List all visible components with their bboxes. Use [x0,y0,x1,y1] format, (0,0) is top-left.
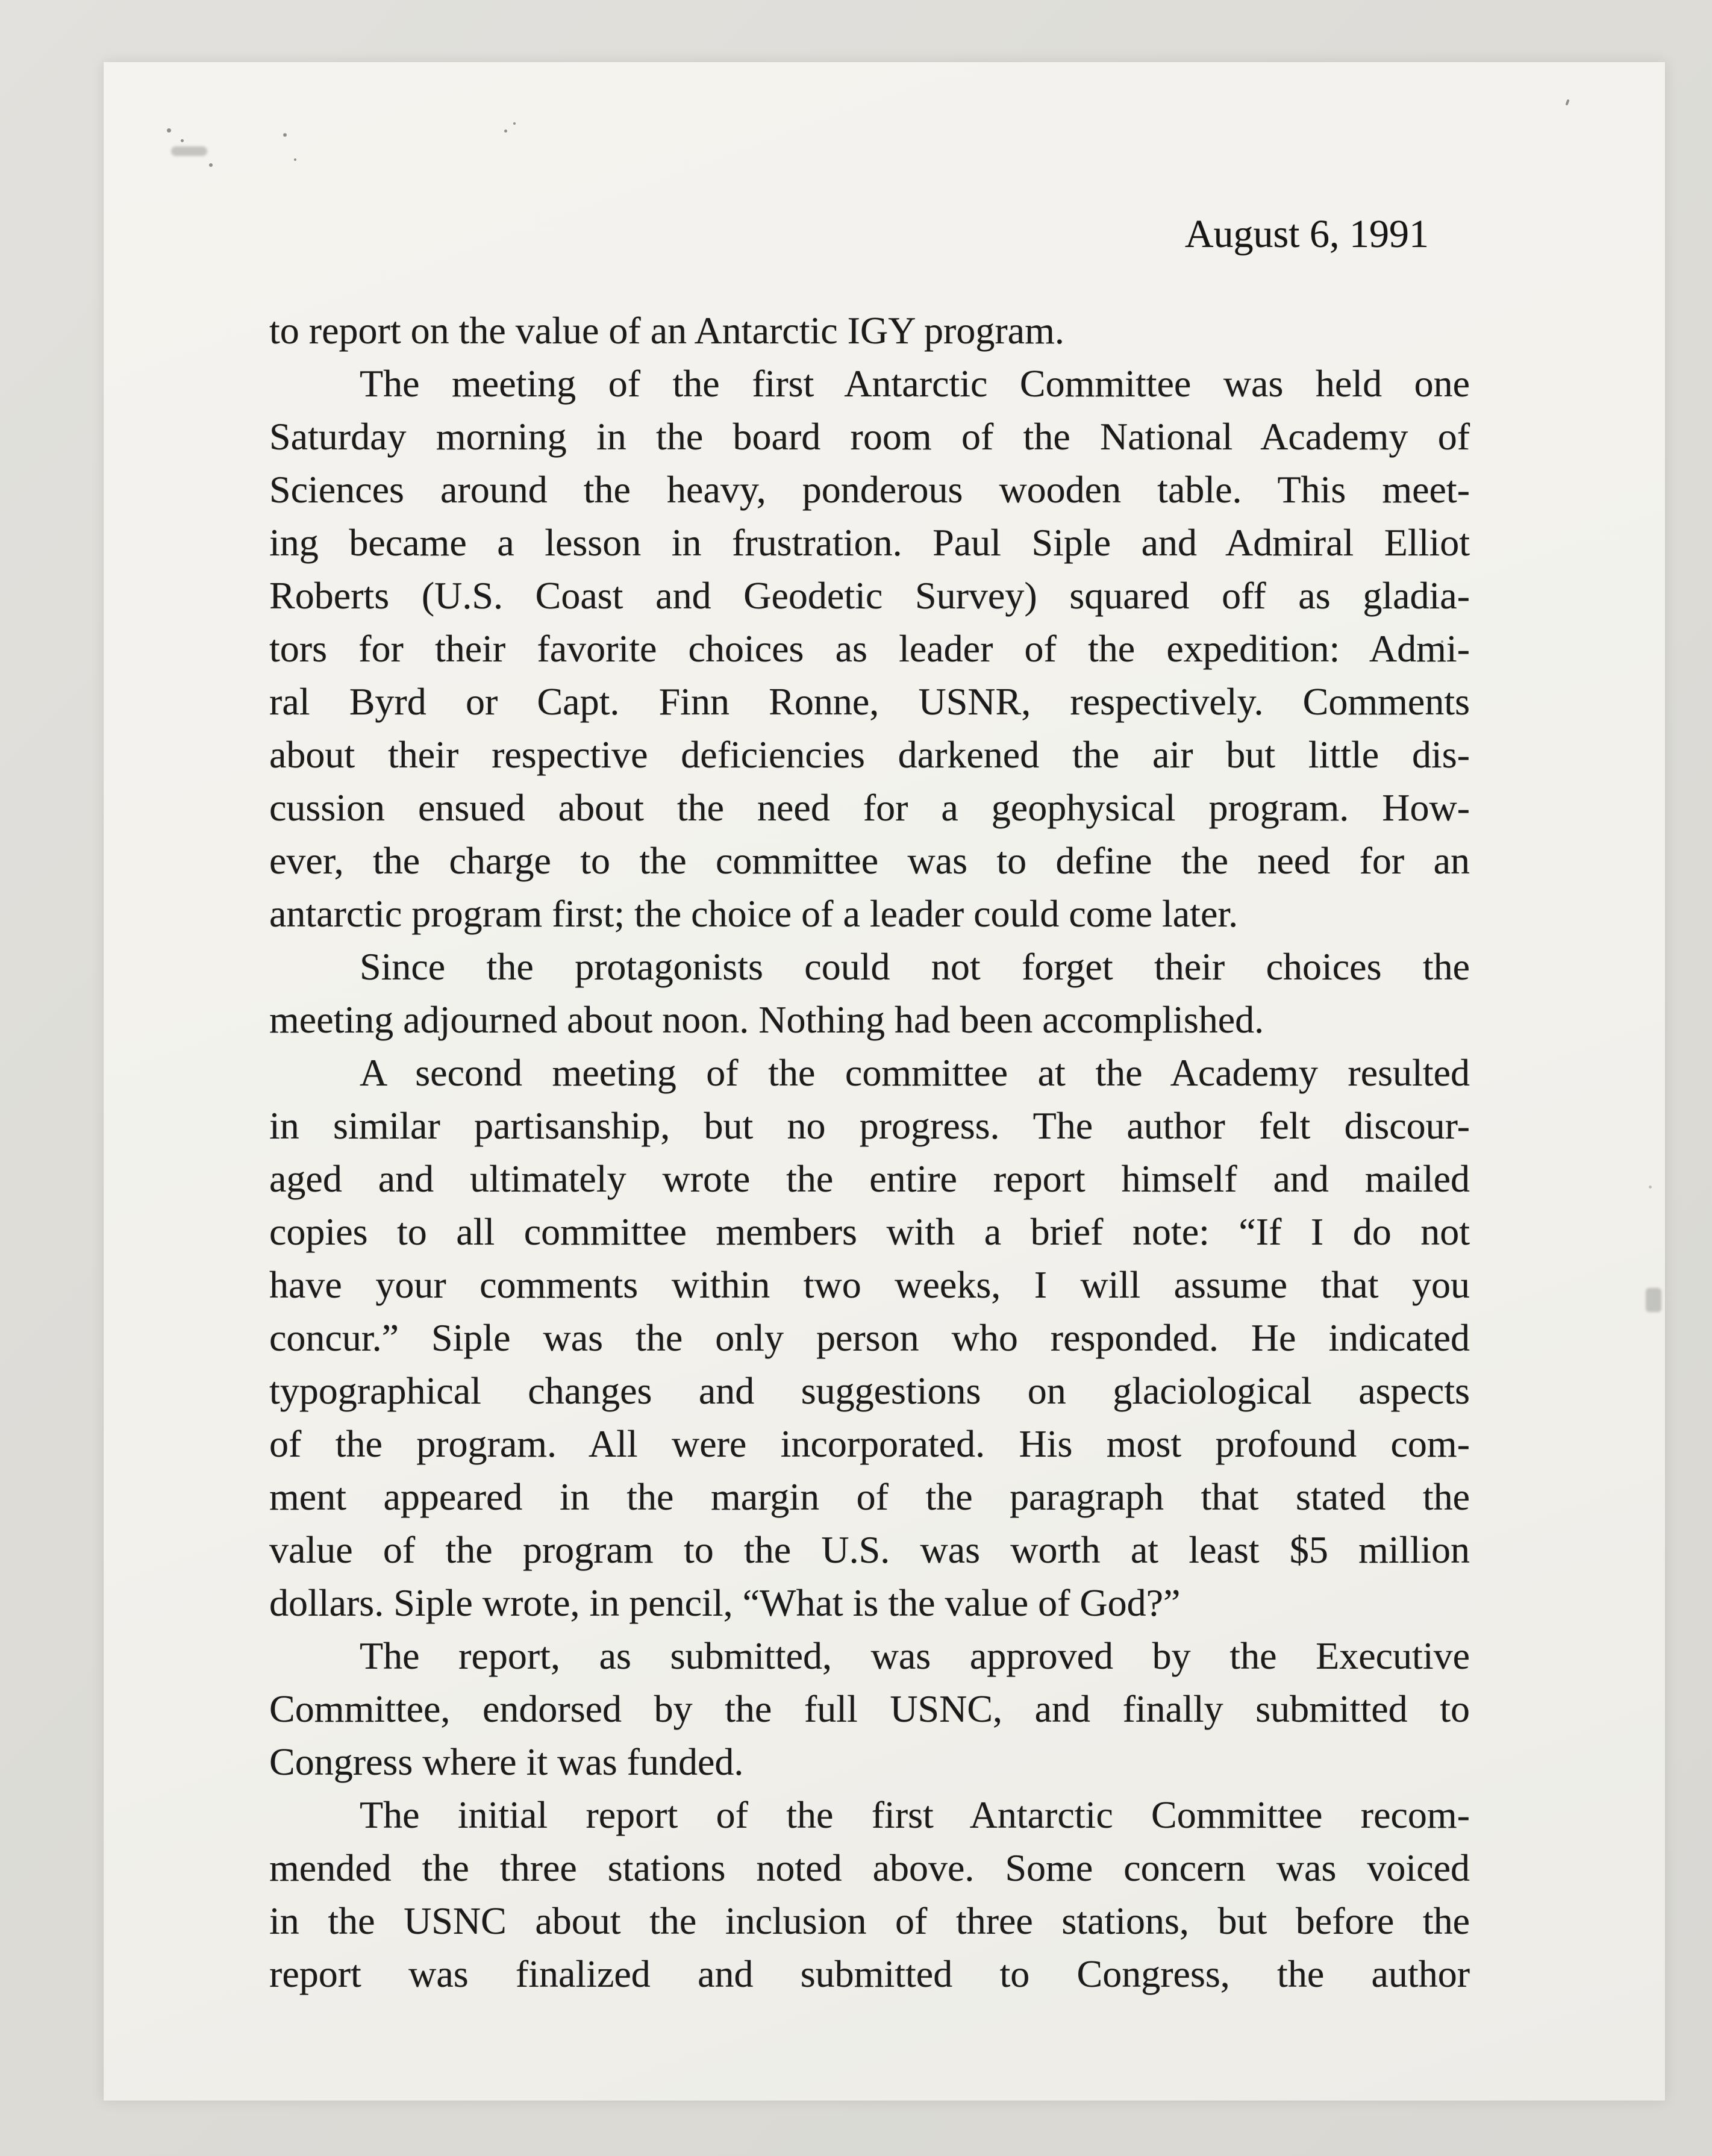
text-line: ment appeared in the margin of the paragraph that stated the [269,1475,1470,1518]
text-line: have your comments within two weeks, I will assume that you [269,1263,1470,1306]
text-line: in similar partisanship, but no progress. The author felt discour- [269,1104,1470,1147]
scan-speckle [513,122,516,125]
text-line: Sciences around the heavy, ponderous wooden table. This meet- [269,468,1470,511]
text-line: mended the three stations noted above. Some concern was voiced [269,1846,1470,1889]
text-line: The report, as submitted, was approved by the Executive [360,1634,1470,1677]
text-line: Since the protagonists could not forget their choices the [360,945,1470,988]
text-line: about their respective deficiencies darkened the air but little dis- [269,733,1470,776]
text-line: cussion ensued about the need for a geophysical program. How- [269,786,1470,829]
text-line: typographical changes and suggestions on glaciological aspects [269,1369,1470,1412]
text-line: The meeting of the first Antarctic Committee was held one [360,362,1470,405]
text-line: ral Byrd or Capt. Finn Ronne, USNR, respectively. Comments [269,680,1470,723]
text-line: aged and ultimately wrote the entire report himself and mailed [269,1157,1470,1200]
text-line: antarctic program first; the choice of a leader could come later. [269,892,1239,935]
text-line: Congress where it was funded. [269,1740,744,1783]
scan-speckle [283,133,287,137]
text-line: concur.” Siple was the only person who responded. He indicated [269,1316,1470,1359]
scan-speckle [167,128,171,133]
scan-smudge [1646,1288,1661,1312]
scan-speckle [504,130,507,133]
paragraph [269,1046,1470,1629]
text-line: tors for their favorite choices as leader of the expedition: Admi- [269,627,1470,670]
text-line: meeting adjourned about noon. Nothing had been accomplished. [269,998,1264,1041]
scan-speckle [1565,99,1569,106]
scan-speckle [181,139,184,142]
document-page [104,62,1665,2101]
text-line: in the USNC about the inclusion of three stations, but before the [269,1899,1470,1942]
paragraph [269,357,1470,940]
paragraph [269,1789,1470,2001]
text-line: Saturday morning in the board room of the National Academy of [269,415,1470,458]
text-line: dollars. Siple wrote, in pencil, “What is the value of God?” [269,1581,1181,1624]
text-line: to report on the value of an Antarctic IGY program. [269,309,1064,352]
paragraph [269,1629,1470,1789]
paragraph [269,940,1470,1046]
text-line: The initial report of the first Antarctic Committee recom- [360,1793,1470,1836]
text-line: ing became a lesson in frustration. Paul Siple and Admiral Elliot [269,521,1470,564]
text-line: report was finalized and submitted to Congress, the author [269,1952,1470,1995]
scan-speckle [1649,1186,1652,1189]
text-line: Roberts (U.S. Coast and Geodetic Survey) squared off as gladia- [269,574,1470,617]
text-line: A second meeting of the committee at the Academy resulted [360,1051,1470,1094]
text-line: ever, the charge to the committee was to define the need for an [269,839,1470,882]
scan-speckle [209,163,213,167]
text-line: value of the program to the U.S. was worth at least $5 million [269,1528,1470,1571]
date-line: August 6, 1991 [1184,212,1429,256]
text-line: of the program. All were incorporated. His most profound com- [269,1422,1470,1465]
scan-speckle [294,158,296,161]
document-body [269,304,1470,2001]
text-line: copies to all committee members with a brief note: “If I do not [269,1210,1470,1253]
scan-smudge [171,146,207,156]
text-line: Committee, endorsed by the full USNC, and finally submitted to [269,1687,1470,1730]
paragraph [269,304,1470,357]
